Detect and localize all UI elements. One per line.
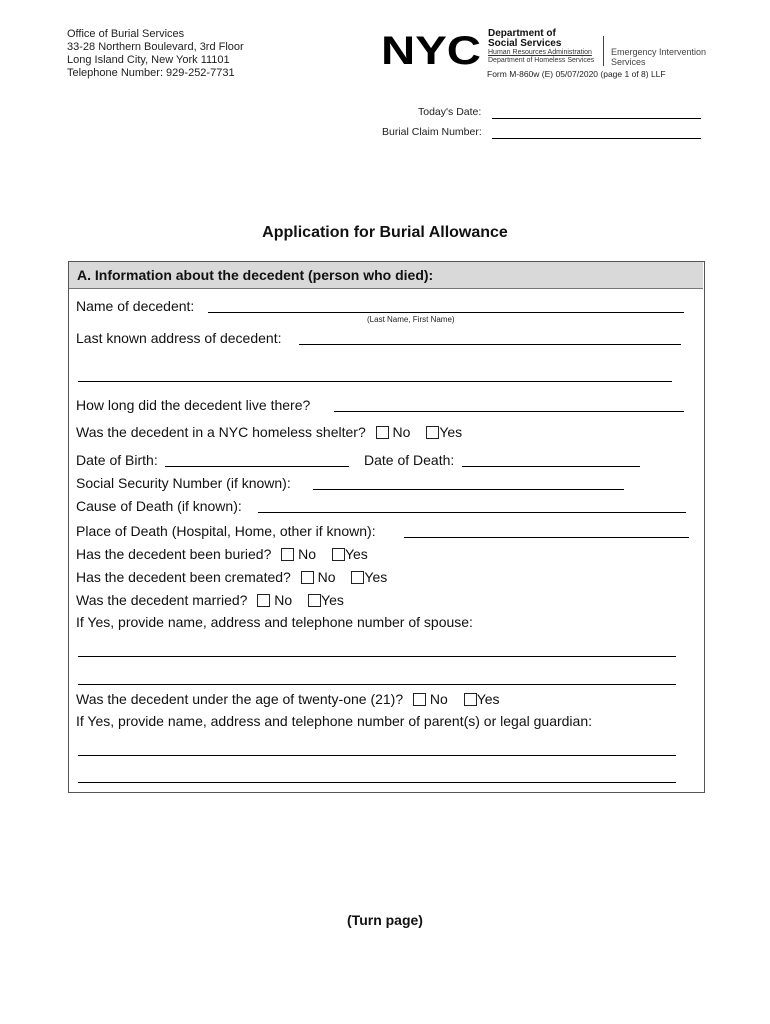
under21-yes-checkbox[interactable] xyxy=(464,693,477,706)
cremated-yes-label: Yes xyxy=(364,569,388,585)
address-field[interactable] xyxy=(299,344,681,345)
office-phone: Telephone Number: 929-252-7731 xyxy=(67,67,235,79)
cremated-no-label: No xyxy=(317,569,336,585)
shelter-label: Was the decedent in a NYC homeless shelter? xyxy=(76,424,366,440)
section-a-header xyxy=(69,262,703,289)
parents-field-line1[interactable] xyxy=(78,755,676,756)
hra-label: Human Resources Administration xyxy=(488,49,592,56)
todays-date-label: Today's Date: xyxy=(418,106,482,118)
place-label: Place of Death (Hospital, Home, other if known): xyxy=(76,523,376,539)
under21-no-checkbox[interactable] xyxy=(413,693,426,706)
under21-yes-label: Yes xyxy=(476,691,500,707)
married-yes-checkbox[interactable] xyxy=(308,594,321,607)
office-city: Long Island City, New York 11101 xyxy=(67,54,230,66)
name-label: Name of decedent: xyxy=(76,298,195,314)
married-label: Was the decedent married? xyxy=(76,592,248,608)
how-long-label: How long did the decedent live there? xyxy=(76,397,311,413)
buried-no-checkbox[interactable] xyxy=(281,548,294,561)
cremated-label: Has the decedent been cremated? xyxy=(76,569,291,585)
claim-number-field[interactable] xyxy=(492,138,701,139)
under21-no-label: No xyxy=(429,691,448,707)
married-no-label: No xyxy=(274,592,293,608)
eis-line1: Emergency Intervention xyxy=(611,47,707,57)
shelter-yes-label: Yes xyxy=(439,424,463,440)
address-label: Last known address of decedent: xyxy=(76,330,282,346)
turn-page-note: (Turn page) xyxy=(347,912,423,928)
shelter-no-checkbox[interactable] xyxy=(376,426,389,439)
dhs-label: Department of Homeless Services xyxy=(488,57,595,64)
cremated-yes-checkbox[interactable] xyxy=(351,571,364,584)
spouse-label: If Yes, provide name, address and telephone number of spouse: xyxy=(76,614,473,630)
buried-question xyxy=(76,546,368,562)
section-a-heading: A. Information about the decedent (person who died): xyxy=(77,267,434,283)
dod-label: Date of Death: xyxy=(364,452,455,468)
office-address-block xyxy=(67,28,244,80)
how-long-field[interactable] xyxy=(334,411,684,412)
under21-question xyxy=(76,691,500,707)
office-street: 33-28 Northern Boulevard, 3rd Floor xyxy=(67,41,244,53)
buried-no-label: No xyxy=(298,546,317,562)
cremated-no-checkbox[interactable] xyxy=(301,571,314,584)
married-question xyxy=(76,592,344,608)
cremated-question xyxy=(76,569,387,585)
spouse-field-line1[interactable] xyxy=(78,656,676,657)
parents-label: If Yes, provide name, address and telephone number of parent(s) or legal guardian: xyxy=(76,713,592,729)
agency-name-block xyxy=(488,29,594,65)
shelter-no-label: No xyxy=(392,424,411,440)
cause-label: Cause of Death (if known): xyxy=(76,498,242,514)
eis-line2: Services xyxy=(611,57,646,67)
todays-date-field[interactable] xyxy=(492,118,701,119)
logo-divider xyxy=(603,36,604,66)
claim-number-label: Burial Claim Number: xyxy=(382,126,482,138)
buried-yes-label: Yes xyxy=(344,546,368,562)
place-field[interactable] xyxy=(404,537,689,538)
name-hint: (Last Name, First Name) xyxy=(367,315,455,324)
buried-yes-checkbox[interactable] xyxy=(332,548,345,561)
dept-line1: Department of xyxy=(488,28,556,39)
svg-text:NYC: NYC xyxy=(381,31,481,66)
dept-line2: Social Services xyxy=(488,38,562,49)
dob-label: Date of Birth: xyxy=(76,452,158,468)
shelter-question xyxy=(76,424,462,440)
page-title: Application for Burial Allowance xyxy=(262,224,508,241)
parents-field-line2[interactable] xyxy=(78,782,676,783)
form-number: Form M-860w (E) 05/07/2020 (page 1 of 8) LLF xyxy=(487,69,666,79)
dod-field[interactable] xyxy=(462,466,640,467)
ssn-label: Social Security Number (if known): xyxy=(76,475,291,491)
nyc-logo xyxy=(381,31,481,66)
address-field-line2[interactable] xyxy=(78,381,672,382)
married-yes-label: Yes xyxy=(321,592,344,608)
shelter-yes-checkbox[interactable] xyxy=(426,426,439,439)
cause-field[interactable] xyxy=(258,512,686,513)
married-no-checkbox[interactable] xyxy=(257,594,270,607)
buried-label: Has the decedent been buried? xyxy=(76,546,272,562)
office-name: Office of Burial Services xyxy=(67,28,185,40)
under21-label: Was the decedent under the age of twenty-one (21)? xyxy=(76,691,404,707)
ssn-field[interactable] xyxy=(313,489,624,490)
name-field[interactable] xyxy=(208,312,684,313)
dob-field[interactable] xyxy=(165,466,349,467)
eis-block xyxy=(611,47,706,67)
spouse-field-line2[interactable] xyxy=(78,684,676,685)
